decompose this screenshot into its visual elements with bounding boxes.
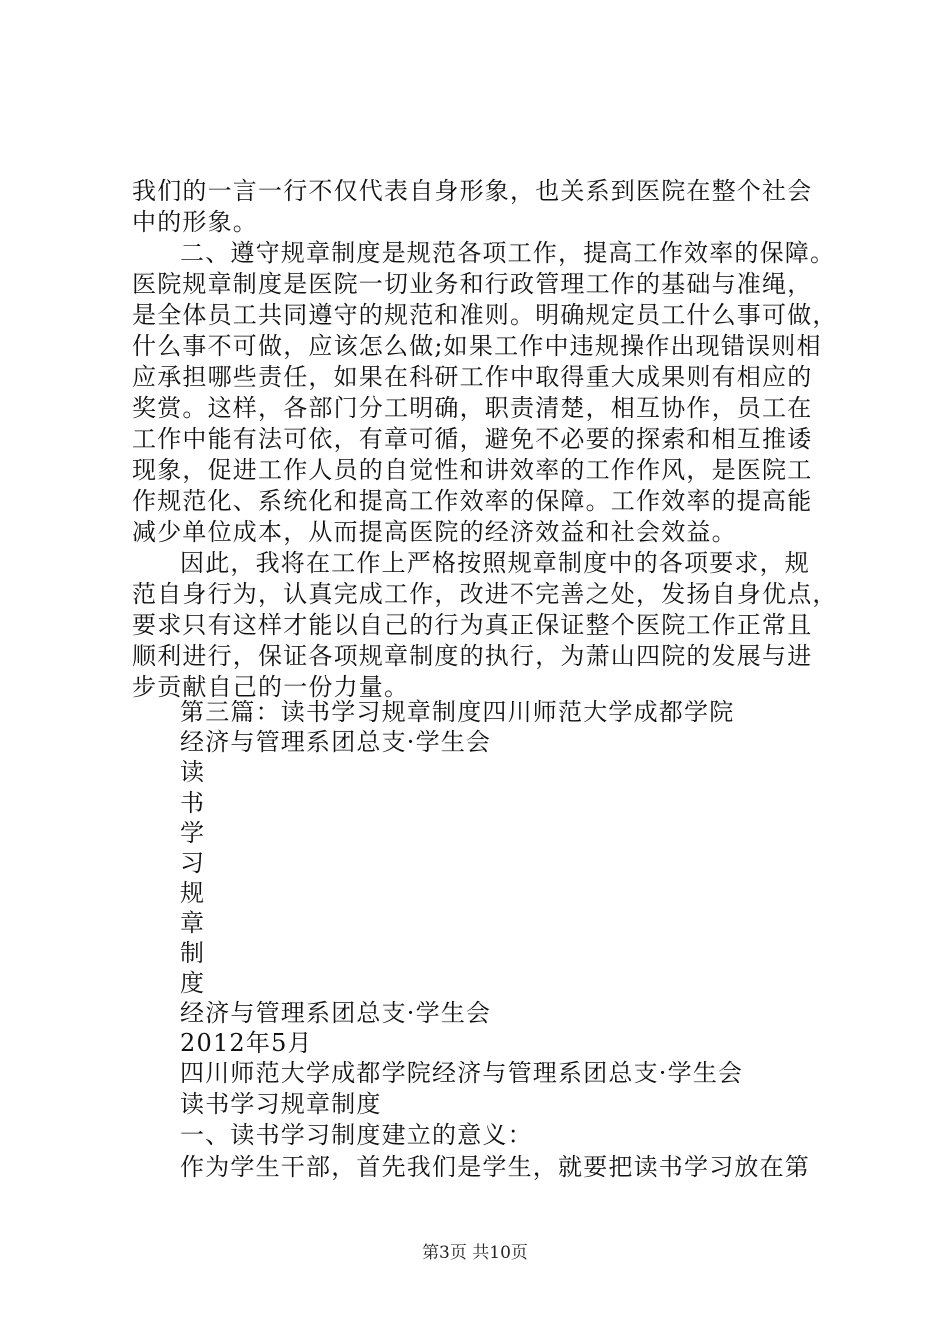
paragraph-line: 因此，我将在工作上严格按照规章制度中的各项要求，规 [180,549,810,577]
page-footer: 第3页 共10页 [422,1243,528,1263]
paragraph-line: 什么事不可做，应该怎么做;如果工作中违规操作出现错误则相 [132,332,822,360]
vertical-title-char: 规 [180,879,206,907]
paragraph-line: 顺利进行，保证各项规章制度的执行，为萧山四院的发展与进 [132,642,813,670]
heading: 一、读书学习制度建立的意义： [180,1121,533,1149]
paragraph-line: 我们的一言一行不仅代表自身形象，也关系到医院在整个社会 [132,177,813,205]
paragraph-line: 现象，促进工作人员的自觉性和讲效率的工作作风，是医院工 [132,456,813,484]
subtitle: 读书学习规章制度 [180,1090,382,1118]
paragraph-line: 奖赏。这样，各部门分工明确，职责清楚，相互协作，员工在 [132,394,813,422]
paragraph-line: 作为学生干部，首先我们是学生，就要把读书学习放在第 [180,1153,810,1181]
paragraph-line: 要求只有这样才能以自己的行为真正保证整个医院工作正常且 [132,611,813,639]
paragraph-line: 应承担哪些责任，如果在科研工作中取得重大成果则有相应的 [132,363,813,391]
section-title: 第三篇：读书学习规章制度四川师范大学成都学院 [180,698,735,726]
paragraph-line: 范自身行为，认真完成工作，改进不完善之处，发扬自身优点， [132,580,838,608]
paragraph-line: 是全体员工共同遵守的规范和准则。明确规定员工什么事可做， [132,301,838,329]
paragraph-line: 医院规章制度是医院一切业务和行政管理工作的基础与准绳， [132,270,813,298]
paragraph-line: 减少单位成本，从而提高医院的经济效益和社会效益。 [132,518,737,546]
vertical-title-char: 制 [180,939,206,967]
vertical-title-char: 学 [180,819,206,847]
paragraph-line: 中的形象。 [132,208,258,236]
paragraph-line: 步贡献自己的一份力量。 [132,673,410,701]
vertical-title-char: 章 [180,909,206,937]
org-line: 经济与管理系团总支·学生会 [180,999,492,1027]
org-line: 经济与管理系团总支·学生会 [180,728,492,756]
paragraph-line: 工作中能有法可依，有章可循，避免不必要的探索和相互推诿 [132,425,813,453]
paragraph-line: 二、遵守规章制度是规范各项工作，提高工作效率的保障。 [180,239,836,267]
vertical-title-char: 读 [180,758,206,786]
vertical-title-char: 度 [180,969,206,997]
vertical-title-char: 习 [180,849,206,877]
vertical-title-char: 书 [180,789,206,817]
full-org-line: 四川师范大学成都学院经济与管理系团总支·学生会 [180,1059,744,1087]
document-date: 2012年5月 [180,1029,313,1057]
paragraph-line: 作规范化、系统化和提高工作效率的保障。工作效率的提高能 [132,487,813,515]
